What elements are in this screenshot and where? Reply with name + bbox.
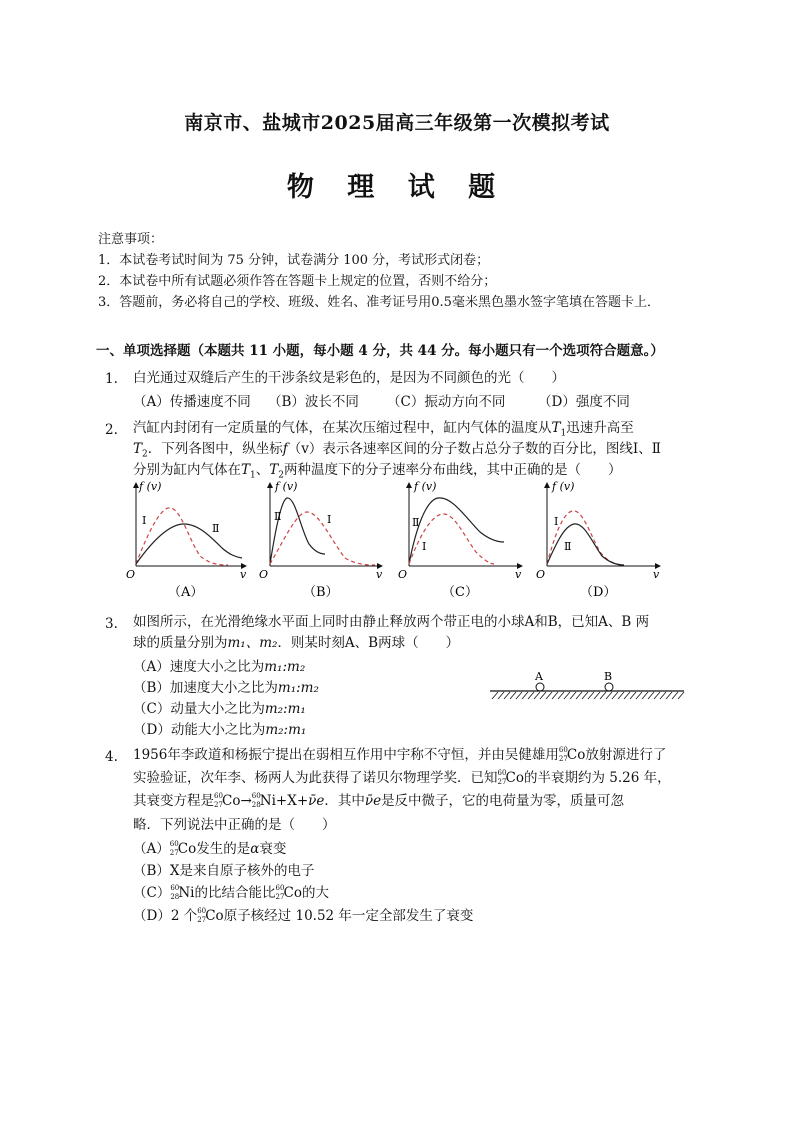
- graph-c-x-label: v: [515, 568, 522, 581]
- notes-heading: 注意事项：: [98, 232, 164, 247]
- q4-line2: 实验验证，次年李、杨两人为此获得了诺贝尔物理学奖．已知 60 27 Co的半衰期约为 5.26 年，: [133, 768, 671, 786]
- subject-title: 物 理 试 题: [286, 172, 508, 203]
- q4-number: 4.: [105, 749, 118, 765]
- graph-a: [126, 480, 247, 600]
- graph-b-label-1: Ⅰ: [327, 513, 332, 526]
- graph-d-origin: O: [536, 568, 546, 581]
- graph-a-caption: （A）: [168, 585, 204, 600]
- q2-stem-line3: 分别为缸内气体在$T_1$、$T_2$两种温度下的分子速率分布曲线，其中正确的是（ ）: [133, 462, 622, 481]
- graph-c-label-1: Ⅰ: [422, 540, 427, 553]
- q3-stem-line2: 球的质量分别为m₁、m₂．则某时刻A、B两球（ ）: [133, 635, 460, 651]
- q4-option-c: （C） 60 28 Ni的比结合能比 60 27 Co的大: [133, 883, 329, 901]
- note-item-1: 1．本试卷考试时间为 75 分钟，试卷满分 100 分，考试形式闭卷；: [98, 253, 490, 268]
- q3-option-a: （A）速度大小之比为m₁:m₂: [133, 659, 306, 675]
- q1-option-b: （B）波长不同: [268, 394, 359, 410]
- graph-d: [536, 480, 660, 600]
- graph-c-curve-2: [409, 498, 504, 564]
- q4-line3: 其衰变方程是 60 27 Co→ 60 28 Ni+X+ν̄e．其中ν̄e是反中微子，它的电荷量为零，质量可忽: [133, 791, 625, 809]
- q4-option-b: （B）X是来自原子核外的电子: [133, 863, 315, 879]
- q3-stem-line1: 如图所示，在光滑绝缘水平面上同时由静止释放两个带正电的小球A和B，已知A、B 两: [133, 614, 650, 630]
- graph-c-label-2: Ⅱ: [412, 516, 420, 529]
- graph-a-curve-2: [136, 524, 242, 564]
- note-item-2: 2．本试卷中所有试题必须作答在答题卡上规定的位置，否则不给分；: [98, 274, 497, 289]
- graph-a-x-label: v: [240, 568, 247, 581]
- q1-number: 1.: [105, 371, 118, 387]
- q3-option-b: （B）加速度大小之比为m₁:m₂: [133, 680, 319, 696]
- graph-b-caption: （B）: [303, 585, 339, 600]
- q1-option-a: （A）传播速度不同: [133, 394, 251, 410]
- graph-c-origin: O: [398, 568, 408, 581]
- ball-a: [536, 683, 544, 691]
- q1-stem: 白光通过双缝后产生的干涉条纹是彩色的，是因为不同颜色的光（ ）: [133, 370, 565, 386]
- exam-title: 南京市、盐城市2025届高三年级第一次模拟考试: [184, 112, 610, 134]
- q2-number: 2.: [105, 422, 118, 438]
- q4-line1: 1956年李政道和杨振宁提出在弱相互作用中宇称不守恒，并由吴健雄用 60 27 Co放射源进行了: [133, 745, 667, 763]
- q1-option-d: （D）强度不同: [538, 394, 630, 410]
- graph-a-curve-1: [136, 508, 228, 565]
- graph-d-curve-2: [547, 524, 624, 565]
- q3-number: 3.: [105, 616, 118, 632]
- graph-a-label-1: Ⅰ: [142, 514, 147, 527]
- section-heading: 一、单项选择题（本题共 11 小题，每小题 4 分，共 44 分。每小题只有一个选项符合题意。）: [96, 343, 664, 359]
- graph-b-curve-2: [270, 498, 325, 564]
- q4-line4: 略．下列说法中正确的是（ ）: [133, 817, 336, 833]
- note-item-3: 3．答题前，务必将自己的学校、班级、姓名、准考证号用0.5毫米黑色墨水签字笔填在答题卡上．: [98, 295, 660, 310]
- graph-c-y-label: f (v): [414, 480, 437, 493]
- ball-b-label: B: [604, 670, 613, 683]
- q3-figure: [488, 668, 688, 702]
- q3-option-c: （C）动量大小之比为m₂:m₁: [133, 701, 306, 717]
- graph-b-x-label: v: [376, 568, 383, 581]
- graph-a-origin: O: [126, 568, 136, 581]
- q3-option-d: （D）动能大小之比为m₂:m₁: [133, 722, 307, 738]
- q1-option-c: （C）振动方向不同: [387, 394, 506, 410]
- graph-d-label-1: Ⅰ: [554, 515, 559, 528]
- ball-a-label: A: [535, 670, 543, 683]
- graph-b-curve-1: [270, 512, 375, 565]
- q2-stem-line2: $T_2$．下列各图中，纵坐标f（v）表示各速率区间的分子数占总分子数的百分比，图线Ⅰ、Ⅱ: [133, 441, 661, 460]
- graph-d-label-2: Ⅱ: [564, 540, 572, 553]
- graph-a-label-2: Ⅱ: [212, 522, 220, 535]
- graph-d-x-label: v: [653, 568, 660, 581]
- graph-a-y-label: f (v): [139, 480, 162, 493]
- graph-b-origin: O: [259, 568, 269, 581]
- graph-d-caption: （D）: [580, 585, 617, 600]
- ground-hatching: [492, 692, 684, 699]
- q4-option-a: （A） 60 27 Co发生的是α衰变: [133, 839, 287, 857]
- q2-stem-line1: 汽缸内封闭有一定质量的气体，在某次压缩过程中，缸内气体的温度从$T_1$迅速升高至: [133, 420, 634, 439]
- graph-b: [259, 480, 383, 600]
- graph-b-y-label: f (v): [275, 480, 298, 493]
- q4-option-d: （D）2 个 60 27 Co原子核经过 10.52 年一定全部发生了衰变: [133, 906, 474, 924]
- graph-d-y-label: f (v): [552, 480, 575, 493]
- graph-c-caption: （C）: [442, 585, 478, 600]
- graph-c: [398, 480, 522, 600]
- graph-d-curve-1: [547, 511, 624, 565]
- q2-graphs: [118, 478, 678, 603]
- graph-c-curve-1: [409, 514, 494, 564]
- graph-b-label-2: Ⅱ: [274, 510, 282, 523]
- ball-b: [605, 683, 613, 691]
